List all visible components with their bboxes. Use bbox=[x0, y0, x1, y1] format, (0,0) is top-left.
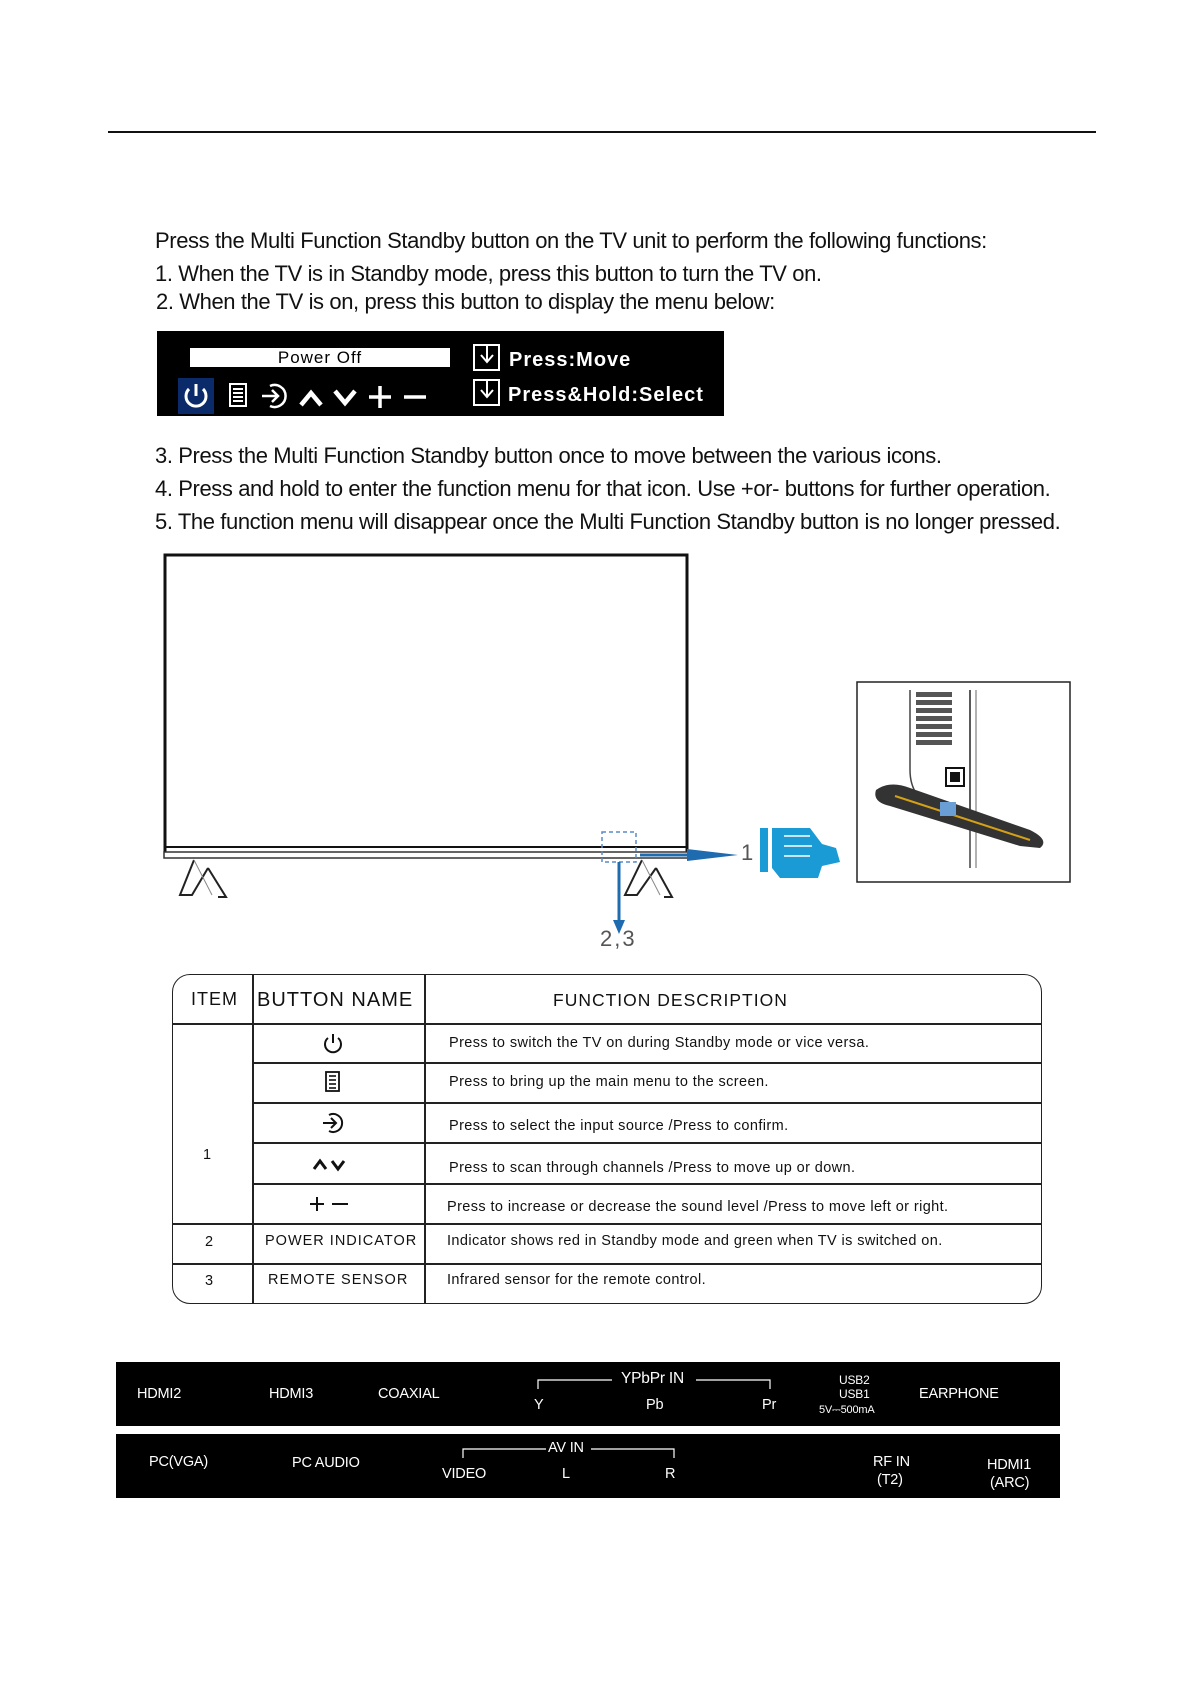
press-icon bbox=[473, 344, 501, 372]
usb-power-rating: 5V⎓500mA bbox=[819, 1404, 875, 1416]
port-coaxial: COAXIAL bbox=[378, 1386, 440, 1402]
hdmi1-arc: (ARC) bbox=[990, 1475, 1030, 1491]
port-pc-audio: PC AUDIO bbox=[292, 1455, 360, 1471]
tv-stand-left bbox=[180, 860, 226, 897]
volume-minus-icon bbox=[401, 383, 429, 411]
connector-panel-bottom bbox=[116, 1434, 1060, 1498]
row-channel-description: Press to scan through channels /Press to move up or down. bbox=[449, 1160, 856, 1176]
power-icon bbox=[178, 378, 214, 414]
step-4-text: 4. Press and hold to enter the function menu for that icon. Use +or- buttons for further operation. bbox=[155, 476, 1051, 501]
step-1-text: 1. When the TV is in Standby mode, press this button to turn the TV on. bbox=[155, 261, 822, 286]
function-menu-graphic bbox=[157, 331, 724, 416]
press-hold-label: Press&Hold:Select bbox=[508, 384, 704, 406]
intro-text: Press the Multi Function Standby button on the TV unit to perform the following functions: bbox=[155, 228, 987, 253]
port-r: R bbox=[665, 1466, 676, 1482]
header-function: FUNCTION DESCRIPTION bbox=[553, 990, 788, 1010]
port-video: VIDEO bbox=[442, 1466, 487, 1482]
step-5-text: 5. The function menu will disappear once the Multi Function Standby button is no longer pressed. bbox=[155, 509, 1061, 534]
row-input-description: Press to select the input source /Press to confirm. bbox=[449, 1118, 789, 1134]
callout-1: 1 bbox=[741, 840, 754, 865]
menu-icon bbox=[323, 1069, 343, 1095]
row2-item: 2 bbox=[205, 1234, 214, 1250]
step-3-text: 3. Press the Multi Function Standby button once to move between the various icons. bbox=[155, 443, 942, 468]
port-hdmi3: HDMI3 bbox=[269, 1386, 314, 1402]
group-item-number: 1 bbox=[203, 1147, 212, 1163]
callout-2-3: 2,3 bbox=[600, 926, 637, 951]
volume-plus-minus-icon bbox=[308, 1194, 352, 1214]
channel-down-icon bbox=[331, 383, 359, 411]
row-power-description: Press to switch the TV on during Standby mode or vice versa. bbox=[449, 1035, 870, 1051]
volume-plus-icon bbox=[366, 383, 394, 411]
step-2-text: 2. When the TV is on, press this button to display the menu below: bbox=[156, 289, 775, 314]
port-usb1: USB1 bbox=[839, 1387, 870, 1401]
header-item: ITEM bbox=[191, 989, 238, 1009]
port-earphone: EARPHONE bbox=[919, 1386, 999, 1402]
connector-panel-top bbox=[116, 1362, 1060, 1426]
port-pc-vga: PC(VGA) bbox=[149, 1454, 209, 1470]
port-l: L bbox=[562, 1466, 570, 1482]
row-menu-description: Press to bring up the main menu to the screen. bbox=[449, 1074, 769, 1090]
input-source-icon bbox=[320, 1110, 346, 1136]
row3-item: 3 bbox=[205, 1273, 214, 1289]
button-detail-inset bbox=[857, 682, 1070, 882]
tv-screen bbox=[165, 555, 687, 855]
arrow-right-icon bbox=[687, 849, 738, 861]
row2-description: Indicator shows red in Standby mode and green when TV is switched on. bbox=[447, 1233, 943, 1249]
hand-press-icon bbox=[760, 828, 840, 878]
row2-name: POWER INDICATOR bbox=[265, 1233, 418, 1249]
tv-diagram bbox=[150, 550, 1090, 960]
port-hdmi2: HDMI2 bbox=[137, 1386, 182, 1402]
av-in-label: AV IN bbox=[548, 1440, 584, 1456]
row3-name: REMOTE SENSOR bbox=[268, 1272, 409, 1288]
row3-description: Infrared sensor for the remote control. bbox=[447, 1272, 706, 1288]
input-source-icon bbox=[259, 380, 291, 412]
port-pb: Pb bbox=[646, 1397, 664, 1413]
tv-stand-right bbox=[625, 860, 672, 897]
button-function-table bbox=[172, 974, 1042, 1304]
header-button-name: BUTTON NAME bbox=[257, 989, 414, 1011]
press-move-label: Press:Move bbox=[509, 349, 632, 371]
av-in-bracket bbox=[461, 1444, 801, 1464]
channel-up-icon bbox=[297, 383, 325, 411]
port-hdmi1: HDMI1 bbox=[987, 1457, 1032, 1473]
port-pr: Pr bbox=[762, 1397, 777, 1413]
header-rule bbox=[108, 131, 1096, 133]
power-icon bbox=[321, 1031, 345, 1057]
port-usb2: USB2 bbox=[839, 1373, 870, 1387]
press-hold-icon bbox=[473, 379, 501, 407]
port-rf-in: RF IN bbox=[873, 1454, 910, 1470]
port-y: Y bbox=[534, 1397, 544, 1413]
row-volume-description: Press to increase or decrease the sound level /Press to move left or right. bbox=[447, 1199, 949, 1215]
rf-in-t2: (T2) bbox=[877, 1472, 903, 1488]
menu-icon bbox=[227, 381, 251, 411]
channel-up-down-icon bbox=[311, 1155, 351, 1175]
selected-function-label: Power Off bbox=[190, 348, 450, 367]
ypbpr-in-label: YPbPr IN bbox=[621, 1370, 685, 1387]
